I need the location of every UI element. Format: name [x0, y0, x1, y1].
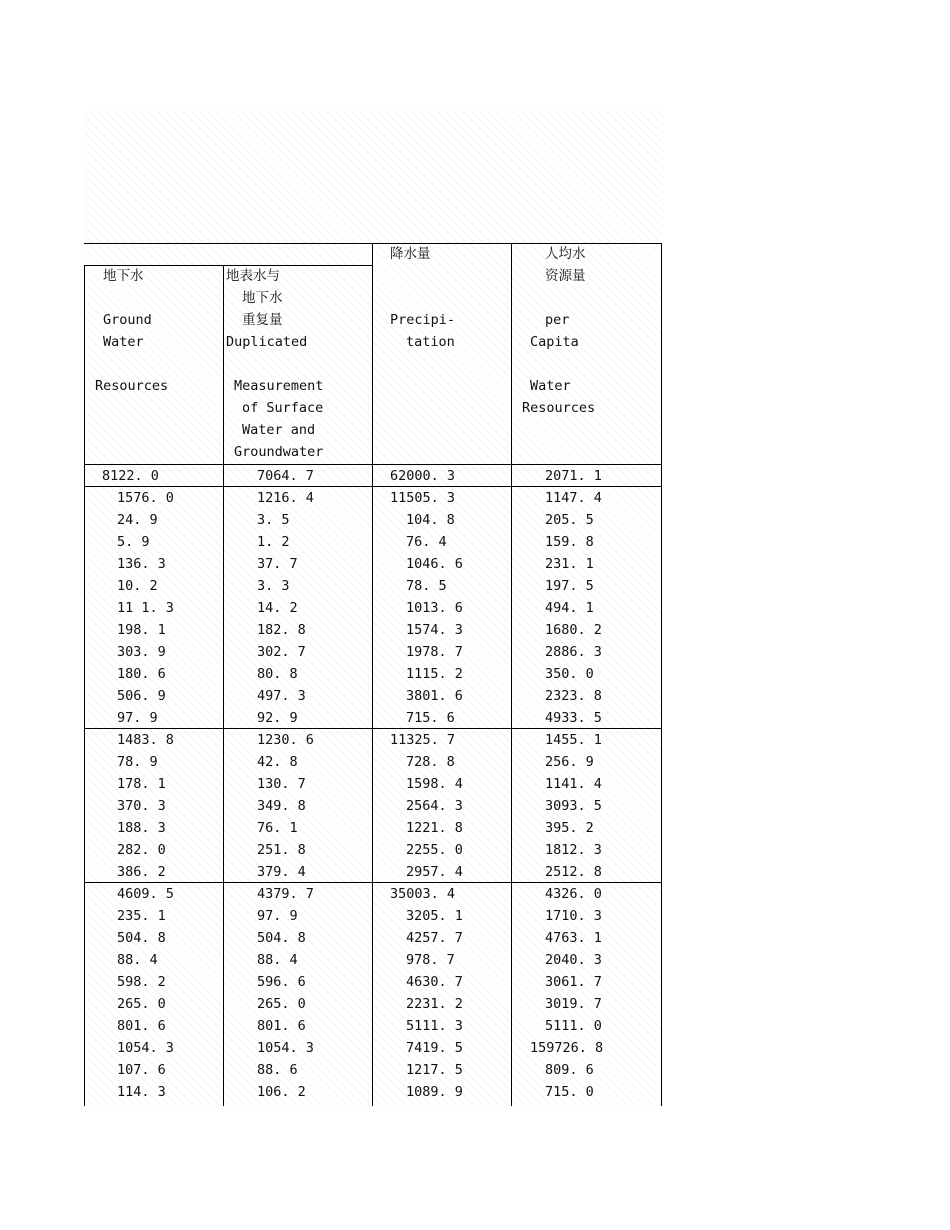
table-cell: 88. 4 — [117, 952, 158, 968]
table-cell: 506. 9 — [117, 688, 166, 704]
table-cell: 106. 2 — [257, 1084, 306, 1100]
table-cell: 282. 0 — [117, 842, 166, 858]
col-border — [372, 243, 373, 1106]
table-cell: 302. 7 — [257, 644, 306, 660]
header-duplicated-line: of Surface — [242, 400, 324, 416]
table-cell: 1054. 3 — [257, 1040, 314, 1056]
table-cell: 10. 2 — [117, 578, 158, 594]
table-cell: 14. 2 — [257, 600, 298, 616]
col-border — [511, 243, 512, 1106]
header-span-rule — [84, 265, 372, 266]
table-cell: 497. 3 — [257, 688, 306, 704]
header-precipitation-line: Precipi- — [390, 312, 456, 328]
table-cell: 2040. 3 — [545, 952, 602, 968]
table-cell: 3093. 5 — [545, 798, 602, 814]
table-cell: 2231. 2 — [406, 996, 463, 1012]
table-cell: 178. 1 — [117, 776, 166, 792]
header-per-capita-line: Resources — [522, 400, 596, 416]
table-cell: 104. 8 — [406, 512, 455, 528]
total-cell: 62000. 3 — [390, 468, 456, 484]
header-ground-water-line: Water — [103, 334, 144, 350]
table-cell: 130. 7 — [257, 776, 306, 792]
table-cell: 182. 8 — [257, 622, 306, 638]
table-cell: 386. 2 — [117, 864, 166, 880]
table-cell: 11325. 7 — [390, 732, 456, 748]
header-duplicated-line: Duplicated — [226, 334, 308, 350]
header-duplicated-line: Water and — [242, 422, 316, 438]
table-cell: 114. 3 — [117, 1084, 166, 1100]
table-cell: 1. 2 — [257, 534, 290, 550]
table-cell: 379. 4 — [257, 864, 306, 880]
table-cell: 1089. 9 — [406, 1084, 463, 1100]
group-rule — [84, 882, 662, 883]
table-cell: 2564. 3 — [406, 798, 463, 814]
table-cell: 205. 5 — [545, 512, 594, 528]
table-cell: 80. 8 — [257, 666, 298, 682]
header-duplicated-line: 地下水 — [242, 290, 283, 306]
col-border — [223, 265, 224, 1106]
table-cell: 198. 1 — [117, 622, 166, 638]
table-cell: 370. 3 — [117, 798, 166, 814]
table-cell: 1574. 3 — [406, 622, 463, 638]
table-cell: 504. 8 — [117, 930, 166, 946]
table-cell: 265. 0 — [257, 996, 306, 1012]
table-cell: 5111. 0 — [545, 1018, 602, 1034]
table-cell: 1230. 6 — [257, 732, 314, 748]
table-cell: 97. 9 — [117, 710, 158, 726]
table-cell: 801. 6 — [257, 1018, 306, 1034]
table-cell: 180. 6 — [117, 666, 166, 682]
header-per-capita-line: Water — [530, 378, 571, 394]
table-cell: 4609. 5 — [117, 886, 174, 902]
table-cell: 1217. 5 — [406, 1062, 463, 1078]
group-rule — [84, 486, 662, 487]
table-cell: 231. 1 — [545, 556, 594, 572]
table-cell: 42. 8 — [257, 754, 298, 770]
table-cell: 1978. 7 — [406, 644, 463, 660]
table-cell: 350. 0 — [545, 666, 594, 682]
table-cell: 3. 5 — [257, 512, 290, 528]
total-cell: 2071. 1 — [545, 468, 602, 484]
table-cell: 1710. 3 — [545, 908, 602, 924]
table-cell: 1046. 6 — [406, 556, 463, 572]
table-cell: 1141. 4 — [545, 776, 602, 792]
table-cell: 715. 0 — [545, 1084, 594, 1100]
header-ground-water-line: Ground — [103, 312, 152, 328]
table-cell: 1812. 3 — [545, 842, 602, 858]
table-cell: 728. 8 — [406, 754, 455, 770]
table-cell: 1054. 3 — [117, 1040, 174, 1056]
table-cell: 504. 8 — [257, 930, 306, 946]
table-cell: 76. 4 — [406, 534, 447, 550]
table-cell: 11 1. 3 — [117, 600, 174, 616]
table-cell: 4257. 7 — [406, 930, 463, 946]
table-cell: 107. 6 — [117, 1062, 166, 1078]
table-cell: 251. 8 — [257, 842, 306, 858]
table-cell: 1598. 4 — [406, 776, 463, 792]
header-ground-water-line: Resources — [95, 378, 169, 394]
header-bottom-rule — [84, 464, 662, 465]
total-cell: 8122. 0 — [102, 468, 159, 484]
table-cell: 4379. 7 — [257, 886, 314, 902]
table-cell: 11505. 3 — [390, 490, 456, 506]
table-cell: 4933. 5 — [545, 710, 602, 726]
table-cell: 3061. 7 — [545, 974, 602, 990]
table-cell: 598. 2 — [117, 974, 166, 990]
table-cell: 256. 9 — [545, 754, 594, 770]
table-cell: 4326. 0 — [545, 886, 602, 902]
table-cell: 5. 9 — [117, 534, 150, 550]
header-precipitation-line: tation — [406, 334, 455, 350]
header-top-rule — [84, 243, 662, 244]
col-border — [661, 243, 662, 1106]
table-cell: 1013. 6 — [406, 600, 463, 616]
table-cell: 1483. 8 — [117, 732, 174, 748]
table-cell: 1115. 2 — [406, 666, 463, 682]
table-cell: 159726. 8 — [530, 1040, 604, 1056]
table-cell: 5111. 3 — [406, 1018, 463, 1034]
table-cell: 88. 6 — [257, 1062, 298, 1078]
table-cell: 76. 1 — [257, 820, 298, 836]
sheet-top-band — [84, 110, 662, 243]
table-cell: 303. 9 — [117, 644, 166, 660]
table-cell: 265. 0 — [117, 996, 166, 1012]
table-cell: 809. 6 — [545, 1062, 594, 1078]
table-cell: 2255. 0 — [406, 842, 463, 858]
header-ground-water-line: 地下水 — [103, 268, 144, 284]
col-border — [84, 265, 85, 1106]
table-cell: 2957. 4 — [406, 864, 463, 880]
table-cell: 78. 9 — [117, 754, 158, 770]
table-cell: 136. 3 — [117, 556, 166, 572]
table-cell: 978. 7 — [406, 952, 455, 968]
table-cell: 596. 6 — [257, 974, 306, 990]
table-cell: 3019. 7 — [545, 996, 602, 1012]
header-duplicated-line: Measurement — [234, 378, 324, 394]
table-cell: 188. 3 — [117, 820, 166, 836]
table-cell: 1680. 2 — [545, 622, 602, 638]
table-cell: 3205. 1 — [406, 908, 463, 924]
header-per-capita-line: 人均水 — [545, 246, 586, 262]
header-per-capita-line: Capita — [530, 334, 579, 350]
table-cell: 4630. 7 — [406, 974, 463, 990]
table-cell: 1221. 8 — [406, 820, 463, 836]
table-cell: 494. 1 — [545, 600, 594, 616]
table-cell: 395. 2 — [545, 820, 594, 836]
table-cell: 2323. 8 — [545, 688, 602, 704]
table-cell: 88. 4 — [257, 952, 298, 968]
total-cell: 7064. 7 — [257, 468, 314, 484]
table-cell: 7419. 5 — [406, 1040, 463, 1056]
water-resources-table — [84, 243, 662, 1106]
table-cell: 4763. 1 — [545, 930, 602, 946]
header-precipitation-line: 降水量 — [390, 246, 431, 262]
table-cell: 3. 3 — [257, 578, 290, 594]
header-per-capita-line: per — [545, 312, 570, 328]
table-cell: 1147. 4 — [545, 490, 602, 506]
table-cell: 24. 9 — [117, 512, 158, 528]
table-cell: 2886. 3 — [545, 644, 602, 660]
table-cell: 715. 6 — [406, 710, 455, 726]
table-cell: 197. 5 — [545, 578, 594, 594]
table-cell: 3801. 6 — [406, 688, 463, 704]
header-per-capita-line: 资源量 — [545, 268, 586, 284]
header-duplicated-line: 重复量 — [242, 312, 283, 328]
header-duplicated-line: Groundwater — [234, 444, 324, 460]
table-cell: 92. 9 — [257, 710, 298, 726]
table-cell: 235. 1 — [117, 908, 166, 924]
table-cell: 78. 5 — [406, 578, 447, 594]
table-cell: 349. 8 — [257, 798, 306, 814]
table-cell: 35003. 4 — [390, 886, 456, 902]
table-cell: 1216. 4 — [257, 490, 314, 506]
table-cell: 37. 7 — [257, 556, 298, 572]
group-rule — [84, 728, 662, 729]
table-cell: 159. 8 — [545, 534, 594, 550]
table-cell: 2512. 8 — [545, 864, 602, 880]
table-cell: 97. 9 — [257, 908, 298, 924]
header-duplicated-line: 地表水与 — [226, 268, 280, 284]
table-cell: 1576. 0 — [117, 490, 174, 506]
table-cell: 801. 6 — [117, 1018, 166, 1034]
table-cell: 1455. 1 — [545, 732, 602, 748]
